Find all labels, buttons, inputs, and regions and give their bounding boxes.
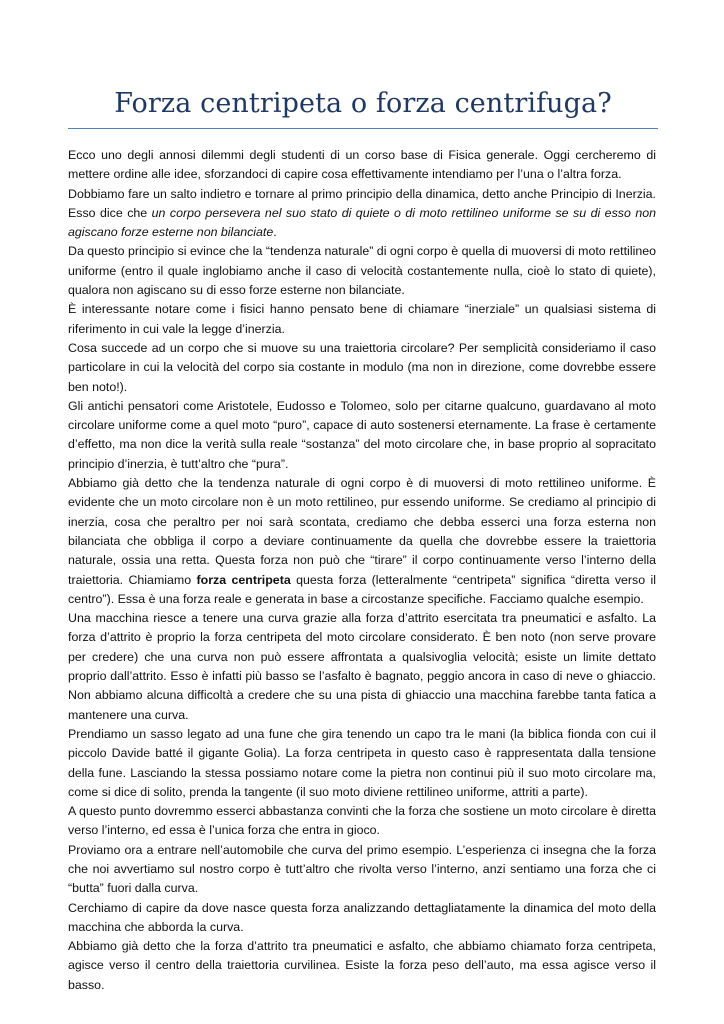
centripetal-term: forza centripeta	[196, 572, 291, 587]
page-title: Forza centripeta o forza centrifuga?	[114, 88, 612, 119]
paragraph-conclusion: A questo punto dovremmo esserci abbastanza convinti che la forza che sostiene un moto circolare è diretta verso l’interno, ed essa è l’unica forza che entra in gioco.	[68, 804, 656, 838]
inertia-text: Dobbiamo fare un salto indietro e tornare al primo principio della dinamica, detto anche Principio di Inerzia. Esso dice che	[68, 186, 656, 220]
paragraph-car-example: Una macchina riesce a tenere una curva grazie alla forza d’attrito esercitata tra pneumatici e asfalto. La forza d’attrito è proprio la forza centripeta del moto circolare considerato. È ben noto (non serve provare per credere) che una curva non può essere affrontata a qualsivoglia velocità; esiste un limite dettato proprio dall’attrito. Esso è infatti più basso se l’asfalto è bagnato, peggio ancora in caso di neve o ghiaccio. Non abbiamo alcuna difficoltà a credere che su una pista di ghiaccio una macchina farebbe tanta fatica a mantenere una curva.	[68, 611, 656, 722]
paragraph-centripetal-force	[68, 474, 656, 609]
centripetal-end: questa forza (letteralmente “centripeta” significa “diretta verso il centro”). Essa è una forza reale e generata in base a circostanze specifiche. Facciamo qualche esempio.	[68, 572, 657, 606]
paragraph-circular-question: Cosa succede ad un corpo che si muove su una traiettoria circolare? Per semplicità consideriamo il caso particolare in cui la velocità del corpo sia costante in modulo (ma non in direzione, come dovrebbe essere ben noto!).	[68, 340, 656, 394]
inertia-end: .	[273, 225, 277, 240]
centripetal-text: Abbiamo già detto che la tendenza naturale di ogni corpo è di muoversi di moto rettilineo uniforme. È evidente che un moto circolare non è un moto rettilineo, pur essendo uniforme. Se crediamo al principio di inerzia, cosa che peraltro per noi sarà scontata, crediamo che debba esserci una forza esterna non bilanciata che obbliga il corpo a deviare continuamente da quella che dovrebbe essere la traiettoria naturale, ossia una retta. Questa forza non può che “tirare” il corpo continuamente verso l’interno della traiettoria. Chiamiamo	[68, 476, 656, 587]
paragraph-inside-car: Proviamo ora a entrare nell’automobile che curva del primo esempio. L’esperienza ci insegna che la forza che noi avvertiamo sul nostro corpo è tutt’altro che rivolta verso l’interno, anzi sentiamo una forza che ci “butta” fuori dalla curva.	[68, 842, 656, 896]
paragraph-analysis: Cerchiamo di capire da dove nasce questa forza analizzando dettagliatamente la dinamica del moto della macchina che abborda la curva.	[68, 900, 656, 934]
paragraph-inertia-principle	[68, 185, 656, 243]
paragraph-natural-tendency: Da questo principio si evince che la “tendenza naturale” di ogni corpo è quella di muoversi di moto rettilineo uniforme (entro il quale inglobiamo anche il caso di velocità costantemente nulla, cioè lo stato di quiete), qualora non agiscano su di esso forze esterne non bilanciate.	[68, 244, 656, 298]
title-underline	[68, 128, 658, 129]
paragraph-stone-example: Prendiamo un sasso legato ad una fune che gira tenendo un capo tra le mani (la biblica fionda con cui il piccolo Davide batté il gigante Golia). La forza centripeta in questo caso è rappresentata dalla tensione della fune. Lasciando la stessa possiamo notare come la pietra non continui più il suo moto circolare ma, come si dice di solito, prenda la tangente (il suo moto diviene rettilineo uniforme, attriti a parte).	[68, 726, 656, 799]
document-body	[68, 146, 656, 995]
paragraph-ancient-thinkers: Gli antichi pensatori come Aristotele, Eudosso e Tolomeo, solo per citarne qualcuno, guardavano al moto circolare uniforme come a quel moto “puro”, capace di auto sostenersi eternamente. La frase è certamente d’effetto, ma non dice la verità sulla reale “sostanza” del moto circolare che, in base proprio al sopracitato principio d’inerzia, è tutt’altro che “pura”.	[68, 398, 656, 471]
inertia-statement: un corpo persevera nel suo stato di quiete o di moto rettilineo uniforme se su di esso non agiscano forze esterne non bilanciate	[68, 205, 656, 240]
paragraph-inertial-frame: È interessante notare come i fisici hanno pensato bene di chiamare “inerziale” un qualsiasi sistema di riferimento in cui vale la legge d’inerzia.	[68, 302, 656, 336]
paragraph-friction: Abbiamo già detto che la forza d’attrito tra pneumatici e asfalto, che abbiamo chiamato forza centripeta, agisce verso il centro della traiettoria curvilinea. Esiste la forza peso dell’auto, ma essa agisce verso il basso.	[68, 939, 656, 992]
paragraph-intro: Ecco uno degli annosi dilemmi degli studenti di un corso base di Fisica generale. Oggi cercheremo di mettere ordine alle idee, sforzandoci di capire cosa effettivamente intendiamo per l’una o l’altra forza.	[68, 148, 656, 182]
